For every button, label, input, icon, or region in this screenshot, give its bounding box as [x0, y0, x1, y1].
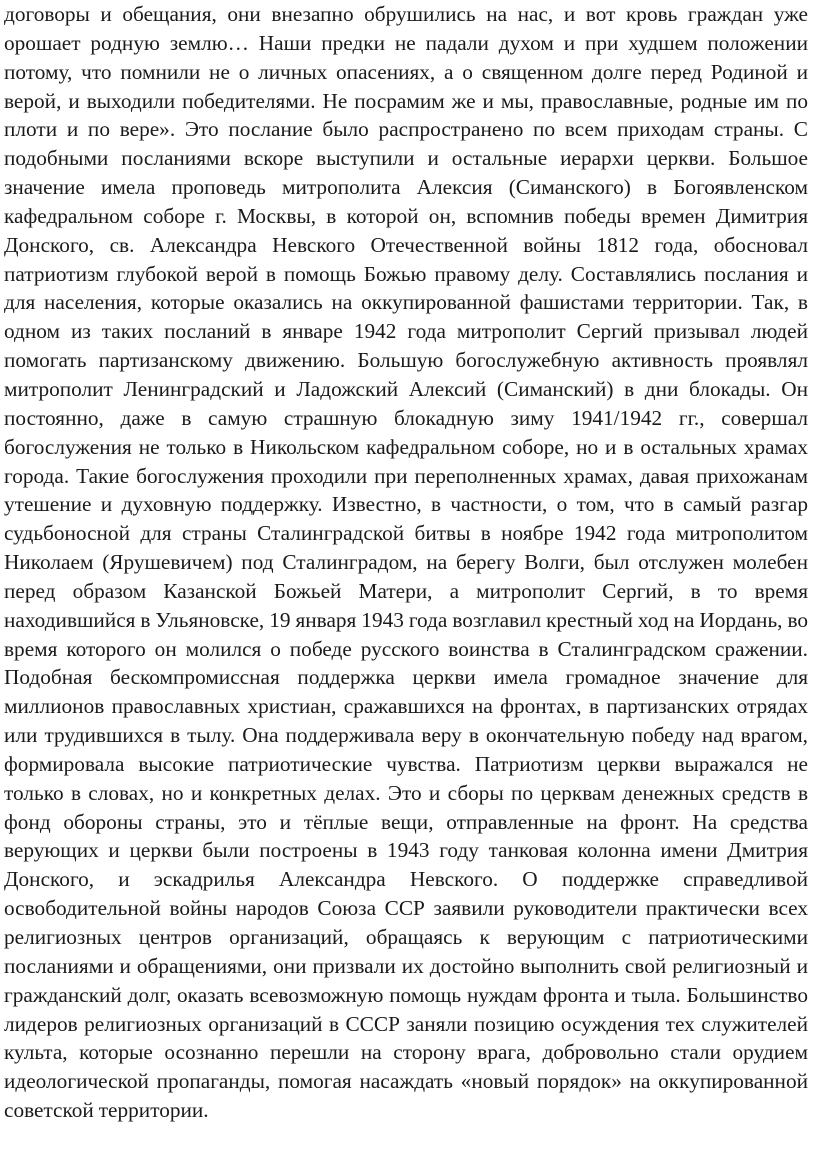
body-paragraph: договоры и обещания, они внезапно обрушились на нас, и вот кровь граждан уже орошает родную землю… Наши предки не падали духом и при худшем положении потому, что помнили не о личных опасениях, а о священном долге перед Родиной и верой, и выходили победителями. Не посрамим же и мы, православные, родные им по плоти и по вере». Это послание было распространено по всем приходам страны. С подобными посланиями вскоре выступили и остальные иерархи церкви. Большое значение имела проповедь митрополита Алексия (Симанского) в Богоявленском кафедральном соборе г. Москвы, в которой он, вспомнив победы времен Димитрия Донского, св. Александра Невского Отечественной войны 1812 года, обосновал патриотизм глубокой верой в помощь Божью правому делу. Составлялись послания и для населения, которые оказались на оккупированной фашистами территории. Так, в одном из таких посланий в январе 1942 года митрополит Сергий призывал людей помогать партизанскому движению. Большую богослужебную активность проявлял митрополит Ленинградский и Ладожский Алексий (Симанский) в дни блокады. Он постоянно, даже в самую страшную блокадную зиму 1941/1942 гг., совершал богослужения не только в Никольском кафедральном соборе, но и в остальных храмах города. Такие богослужения проходили при переполненных храмах, давая прихожанам утешение и духовную поддержку. Известно, в частности, о том, что в самый разгар судьбоносной для страны Сталинградской битвы в ноябре 1942 года митрополитом Николаем (Ярушевичем) под Сталинградом, на берегу Волги, был отслужен молебен перед образом Казанской Божьей Матери, а митрополит Сергий, в то время находившийся в Ульяновске, 19 января 1943 года возглавил крестный ход на Иордань, во время которого он молился о победе русского воинства в Сталинградском сражении. Подобная бескомпромиссная поддержка церкви имела громадное значение для миллионов православных христиан, сражавшихся на фронтах, в партизанских отрядах или трудившихся в тылу. Она поддерживала веру в окончательную победу над врагом, формировала высокие патриотические чувства. Патриотизм церкви выражался не только в словах, но и конкретных делах. Это и сборы по церквам денежных средств в фонд обороны страны, это и тёплые вещи, отправленные на фронт. На средства верующих и церкви были построены в 1943 году танковая колонна имени Дмитрия Донского, и эскадрилья Александра Невского. О поддержке справедливой освободительной войны народов Союза ССР заявили руководители практически всех религиозных центров организаций, обращаясь к верующим с патриотическими посланиями и обращениями, они призвали их достойно выполнить свой религиозный и гражданский долг, оказать всевозможную помощь нуждам фронта и тыла. Большинство лидеров религиозных организаций в СССР заняли позицию осуждения тех служителей культа, которые осознанно перешли на сторону врага, добровольно стали орудием идеологической пропаганды, помогая насаждать «новый порядок» на оккупированной советской территории.: [4, 2, 808, 1123]
